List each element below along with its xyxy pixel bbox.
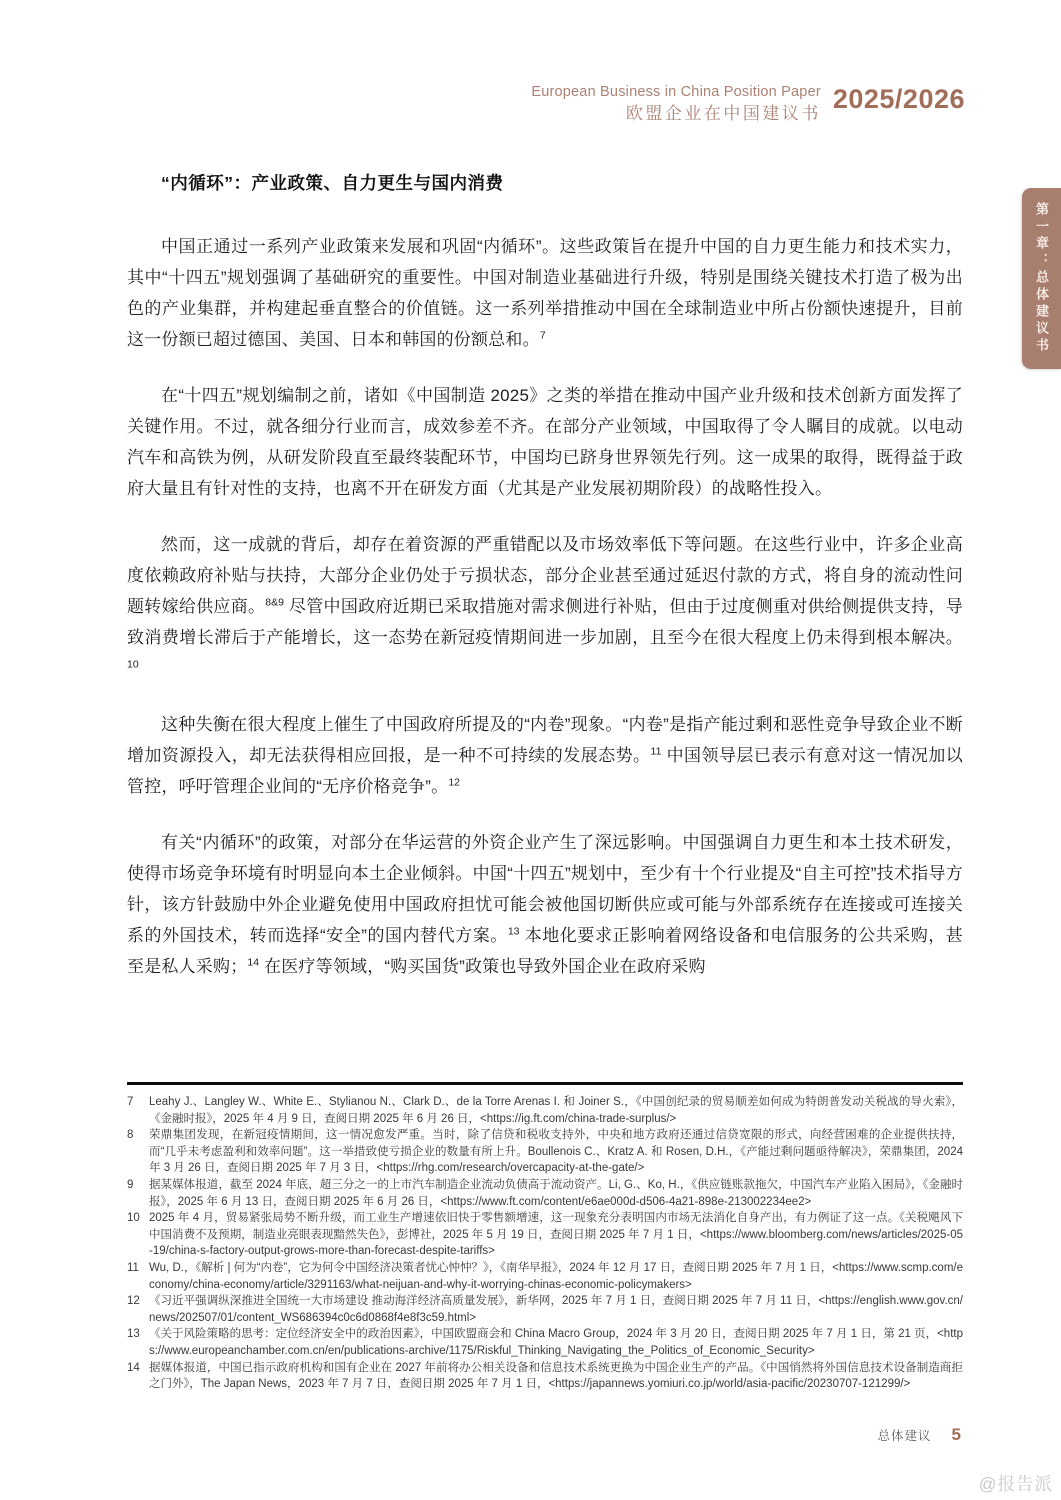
footnote-number: 8 — [127, 1129, 134, 1142]
main-content — [127, 170, 963, 1007]
footnote-item — [127, 1094, 963, 1127]
footnote-number: 7 — [127, 1096, 134, 1108]
footnote-text: 《关于风险策略的思考：定位经济安全中的政治因素》，中国欧盟商会和 China Macro Group，2024 年 3 月 20 日，查阅日期 2025 年 7 月 1 日，第 21 页，<https://www.europeanchamber.com.cn/en/publications-archive/1175/Riskful_Thinking_Navigating_the_Politics_of_Economic_Security> — [149, 1328, 963, 1357]
footnote-item — [127, 1260, 963, 1293]
footnote-item — [127, 1210, 963, 1260]
footnote-number: 14 — [127, 1361, 140, 1374]
footnotes — [127, 1094, 963, 1393]
footnote-number: 9 — [127, 1178, 134, 1191]
body-paragraphs — [127, 231, 963, 982]
publication-title — [531, 82, 821, 125]
footnote-reference: 8&9 — [265, 596, 284, 609]
chapter-tab[interactable] — [1022, 188, 1061, 369]
edition-year: 2025/2026 — [832, 84, 965, 114]
footnote-item — [127, 1127, 963, 1177]
body-paragraph: 然而，这一成就的背后，却存在着资源的严重错配以及市场效率低下等问题。在这些行业中，许多企业高度依赖政府补贴与扶持，大部分企业仍处于亏损状态，部分企业甚至通过延迟付款的方式，将自身的流动性问题转嫁给供应商。$^{8\&9}$ 尽管中国政府近期已采取措施对需求侧进行补贴，但由于过度侧重对供给侧提供支持，导致消费增长滞后于产能增长，这一态势在新冠疫情期间进一步加剧，且至今在很大程度上仍未得到根本解决。$^{10}$ — [127, 535, 963, 671]
body-paragraph: 中国正通过一系列产业政策来发展和巩固“内循环”。这些政策旨在提升中国的自力更生能力和技术实力，其中“十四五”规划强调了基础研究的重要性。中国对制造业基础进行升级，特别是围绕关键技术打造了极为出色的产业集群，并构建起垂直整合的价值链。这一系列举措推动中国在全球制造业中所占份额快速提升，目前这一份额已超过德国、美国、日本和韩国的份额总和。$^7$ — [127, 237, 963, 349]
footnote-reference: 14 — [247, 956, 260, 969]
footnote-reference: 11 — [650, 745, 662, 758]
chapter-tab-label: 第一章：总体建议书 — [1034, 202, 1049, 355]
footnote-item — [127, 1360, 963, 1393]
footnote-number: 13 — [127, 1328, 140, 1341]
footnote-number: 11 — [127, 1261, 139, 1274]
footer-section-label: 总体建议 — [877, 1429, 932, 1443]
footnote-reference: 13 — [507, 925, 520, 938]
page-header — [531, 82, 965, 125]
footnote-number: 10 — [127, 1212, 140, 1225]
body-paragraph: 这种失衡在很大程度上催生了中国政府所提及的“内卷”现象。“内卷”是指产能过剩和恶性竞争导致企业不断增加资源投入，却无法获得相应回报，是一种不可持续的发展态势。$^{11}$ 中国领导层已表示有意对这一情况加以管控，呼吁管理企业间的“无序价格竞争”。$^{12}$ — [127, 715, 964, 796]
footnote-text: Wu, D.，《解析 | 何为“内卷”，它为何令中国经济决策者忧心忡忡？》，《南华早报》，2024 年 12 月 17 日，查阅日期 2025 年 7 月 1 日，<https://www.scmp.com/economy/china-economy/article/3291163/what-neijuan-and-why-it-worrying-chinas-economic-policymakers> — [149, 1261, 963, 1291]
footnote-item — [127, 1177, 963, 1210]
footnote-reference: 7 — [539, 329, 546, 342]
body-paragraph: 有关“内循环”的政策，对部分在华运营的外资企业产生了深远影响。中国强调自力更生和本土技术研发，使得市场竞争环境有时明显向本土企业倾斜。中国“十四五”规划中，至少有十个行业提及“自主可控”技术指导方针，该方针鼓励中外企业避免使用中国政府担忧可能会被他国切断供应或可能与外部系统存在连接或可连接关系的外国技术，转而选择“安全”的国内替代方案。$^{13}$ 本地化要求正影响着网络设备和电信服务的公共采购，甚至是私人采购；$^{14}$ 在医疗等领域，“购买国货”政策也导致外国企业在政府采购 — [127, 833, 963, 976]
section-title: “内循环”：产业政策、自力更生与国内消费 — [161, 173, 504, 193]
footnote-text: 《习近平强调纵深推进全国统一大市场建设 推动海洋经济高质量发展》，新华网，2025 年 7 月 1 日，查阅日期 2025 年 7 月 11 日，<https://english.www.gov.cn/news/202507/01/content_WS686394c0c6d0868f4e8f3c59.html> — [149, 1295, 963, 1324]
body-paragraph: 在“十四五”规划编制之前，诸如《中国制造 2025》之类的举措在推动中国产业升级和技术创新方面发挥了关键作用。不过，就各细分行业而言，成效参差不齐。在部分产业领域，中国取得了令人瞩目的成就。以电动汽车和高铁为例，从研发阶段直至最终装配环节，中国均已跻身世界领先行列。这一成果的取得，既得益于政府大量且有针对性的支持，也离不开在研发方面（尤其是产业发展初期阶段）的战略性投入。 — [127, 386, 963, 498]
publication-title-zh: 欧盟企业在中国建议书 — [625, 104, 821, 123]
footnote-item — [127, 1326, 963, 1359]
page-footer — [878, 1425, 961, 1445]
footnote-text: Leahy J.、Langley W.、White E.、Stylianou N.、Clark D.、de la Torre Arenas I. 和 Joiner S.，《中国创纪录的贸易顺差如何成为特朗普发动关税战的导火索》，《金融时报》，2025 年 4 月 9 日，查阅日期 2025 年 6 月 26 日，<https://ig.ft.com/china-trade-surplus/> — [149, 1096, 963, 1125]
footnote-reference: 10 — [127, 658, 139, 671]
footnote-number: 12 — [127, 1295, 140, 1308]
footnote-divider — [127, 1082, 963, 1085]
footnote-text: 荣鼎集团发现，在新冠疫情期间，这一情况愈发严重。当时，除了信贷和税收支持外，中央和地方政府还通过信贷宽限的形式，向经营困难的企业提供扶持，而“几乎未考虑盈利和效率问题”。这一举措致使亏损企业的数量有所上升。Boullenois C.、Kratz A. 和 Rosen, D.H.，《产能过剩问题亟待解决》，荣鼎集团，2024 年 3 月 26 日，查阅日期 2025 年 7 月 3 日，<https://rhg.com/research/overcapacity-at-the-gate/> — [149, 1129, 963, 1175]
footnote-text: 据媒体报道，中国已指示政府机构和国有企业在 2027 年前将办公相关设备和信息技术系统更换为中国企业生产的产品。《中国悄然将外国信息技术设备制造商拒之门外》，The Japan News，2023 年 7 月 7 日，查阅日期 2025 年 7 月 1 日，<https://japannews.yomiuri.co.jp/world/asia-pacific/20230707-121299/> — [149, 1361, 963, 1391]
footnote-text: 2025 年 4 月，贸易紧张局势不断升级，而工业生产增速依旧快于零售额增速，这一现象充分表明国内市场无法消化自身产出，有力例证了这一点。《关税飓风下中国消费不及预期，制造业亮眼表现黯然失色》，彭博社，2025 年 5 月 19 日，查阅日期 2025 年 7 月 1 日，<https://www.bloomberg.com/news/articles/2025-05-19/china-s-factory-output-grows-more-than-forecast-despite-tariffs> — [149, 1212, 963, 1258]
publication-title-en: European Business in China Position Paper — [531, 84, 821, 100]
watermark: @报告派 — [978, 1474, 1053, 1494]
footnote-item — [127, 1293, 963, 1326]
footnote-reference: 12 — [448, 776, 461, 789]
page-number: 5 — [951, 1425, 961, 1444]
footnote-text: 据某媒体报道，截至 2024 年底，超三分之一的上市汽车制造企业流动负债高于流动资产。Li, G.、Ko, H.，《供应链账款拖欠，中国汽车产业陷入困局》，《金融时报》，2025 年 6 月 13 日，查阅日期 2025 年 6 月 26 日，<https://www.ft.com/content/e6ae000d-d506-4a21-898e-213002234ee2> — [149, 1178, 963, 1208]
